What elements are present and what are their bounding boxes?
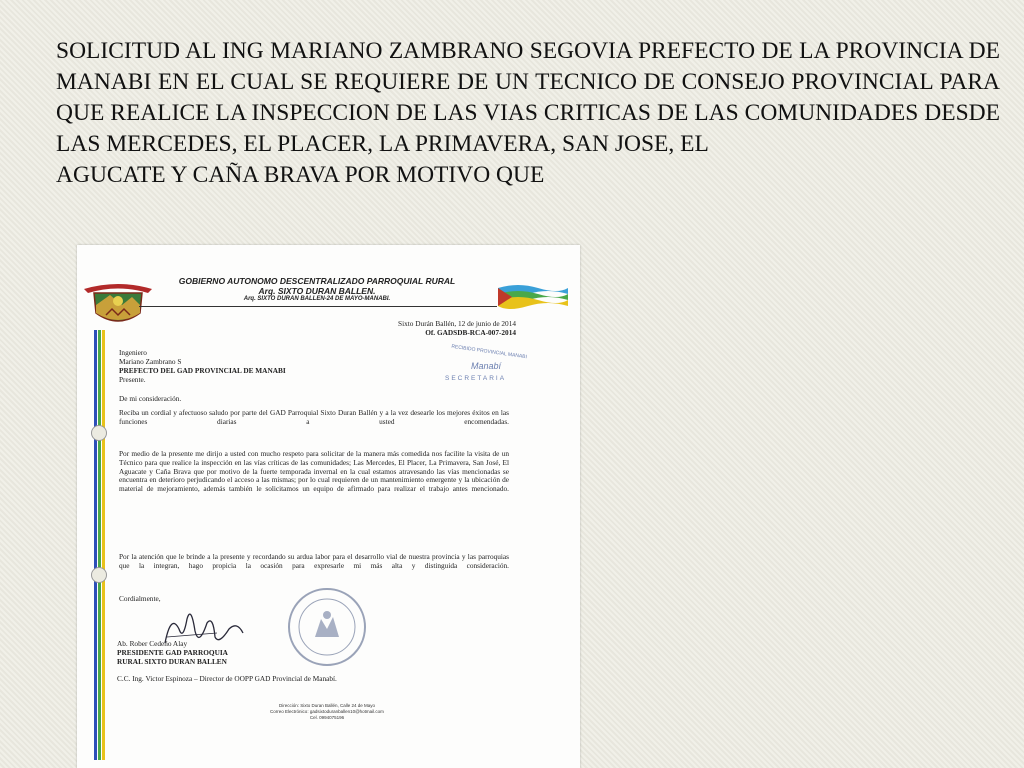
official-seal-icon — [285, 585, 369, 669]
recipient-present: Presente. — [119, 375, 146, 384]
recipient-name: Mariano Zambrano S — [119, 357, 182, 366]
letter-paragraph-3: Por la atención que le brinde a la presente y recordando su ardua labor para el desarrollo vial de nuestra provincia y las parroquias que la integran, hago propicia la ocasión para expresarle mi más alta y distinguida consideración. — [119, 552, 509, 570]
letterhead-line-2: Arq. SIXTO DURAN BALLEN. — [258, 286, 376, 296]
footer-address: Dirección: Sixto Duran Ballén, Calle 24 de Mayo — [278, 703, 376, 708]
border-bar-blue — [94, 330, 97, 760]
slide-heading-main: SOLICITUD AL ING MARIANO ZAMBRANO SEGOVIA PREFECTO DE LA PROVINCIA DE MANABI EN EL CUAL SE REQUIERE DE UN TECNICO DE CONSEJO PROVINCIAL PARA QUE REALICE LA INSPECCION DE LAS VIAS CRITICAS DE LAS COMUNIDADES DESDE LAS MERCEDES, EL PLACER, LA PRIMAVERA, SAN JOSE, EL — [56, 38, 1000, 157]
footer-email: Correo Electrónico: gadsixtoduranballen10@hotmail.com — [270, 709, 384, 714]
border-bar-yellow — [102, 330, 105, 760]
punch-hole-icon — [91, 567, 107, 583]
letter-date: Sixto Durán Ballén, 12 de junio de 2014 — [398, 319, 516, 328]
parish-flag-icon — [498, 282, 568, 312]
letter-paragraph-2: Por medio de la presente me dirijo a usted con mucho respeto para solicitar de la manera más comedida nos facilite la visita de un Técnico para que realice la inspección en las vías críticas de las comunidades; Las Mercedes, El Placer, La Primavera, San José, El Aguacate y Caña Brava que por motivo de la fuerte temporada invernal en la cual estamos atravesando las vías mencionadas se encuentra en deterioro perjudicando el acceso a las mismas; por lo cual requieren de un mantenimiento emergente y la ubicación de material de mejoramiento, además también le solicitamos un equipo de afirmado para realizar el trabajo antes mencionado. — [119, 449, 509, 494]
border-bar-green — [98, 330, 101, 760]
signer-role-2: RURAL SIXTO DURAN BALLEN — [117, 657, 227, 666]
signer-role-1: PRESIDENTE GAD PARROQUIA — [117, 648, 228, 657]
recipient-title: Ingeniero — [119, 348, 147, 357]
footer-phone: Cel. 0994075196 — [309, 715, 345, 720]
received-stamp: RECIBIDO PROVINCIAL MANABI Manabí SECRETARIA — [445, 343, 528, 382]
letterhead-line-3: Arq. SIXTO DURAN BALLEN-24 DE MAYO-MANABI. — [243, 296, 391, 302]
signer-name: Ab. Rober Cedeño Alay — [117, 639, 188, 648]
letter-reference: Of. GADSDB-RCA-007-2014 — [425, 328, 516, 337]
slide-heading-text — [56, 36, 1000, 191]
scanned-letter — [77, 245, 580, 768]
letter-paragraph-1: Reciba un cordial y afectuoso saludo por parte del GAD Parroquial Sixto Duran Ballén y a la vez desearle los mejores éxitos en las funciones diarias a usted encomendadas. — [119, 408, 509, 426]
letterhead-line-1: GOBIERNO AUTONOMO DESCENTRALIZADO PARROQUIAL RURAL — [178, 276, 456, 286]
punch-hole-icon — [91, 425, 107, 441]
slide-heading-last-line: AGUCATE Y CAÑA BRAVA POR MOTIVO QUE — [56, 162, 545, 188]
letter-greeting: De mi consideración. — [119, 394, 182, 403]
letterhead-rule — [139, 306, 497, 307]
recipient-role: PREFECTO DEL GAD PROVINCIAL DE MANABI — [119, 366, 286, 375]
letter-closing: Cordialmente, — [119, 594, 161, 603]
carbon-copy: C.C. Ing. Victor Espinoza – Director de OOPP GAD Provincial de Manabí. — [117, 674, 337, 683]
